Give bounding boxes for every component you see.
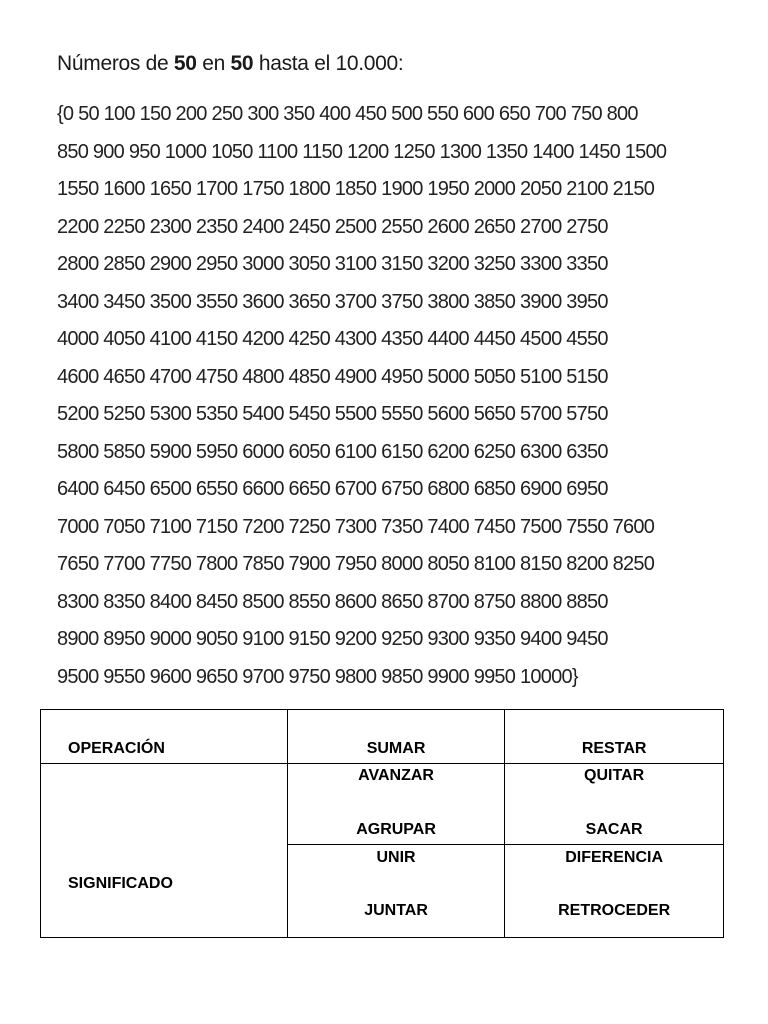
- meaning-quitar: QUITAR: [584, 767, 645, 784]
- heading-from: 50: [173, 52, 197, 75]
- meaning-label: SIGNIFICADO: [68, 875, 173, 892]
- number-line: {0 50 100 150 200 250 300 350 400 450 500 550 600 650 700 750 800: [57, 103, 638, 125]
- sumar-meaning-cell-2: [287, 845, 504, 938]
- meaning-juntar: JUNTAR: [364, 902, 428, 919]
- restar-heading: RESTAR: [581, 740, 647, 757]
- sumar-cell: [287, 710, 504, 764]
- page-heading: [57, 52, 403, 76]
- meaning-sacar: SACAR: [585, 821, 643, 838]
- number-line: 2800 2850 2900 2950 3000 3050 3100 3150 3200 3250 3300 3350: [57, 253, 608, 275]
- number-line: 8300 8350 8400 8450 8500 8550 8600 8650 8700 8750 8800 8850: [57, 590, 608, 613]
- number-line: 4000 4050 4100 4150 4200 4250 4300 4350 4400 4450 4500 4550: [57, 328, 608, 350]
- number-line: 5200 5250 5300 5350 5400 5450 5500 5550 5600 5650 5700 5750: [57, 403, 608, 425]
- heading-prefix: Números de: [57, 52, 174, 75]
- meaning-unir: UNIR: [376, 849, 416, 866]
- operation-label: OPERACIÓN: [68, 740, 165, 757]
- number-line: 3400 3450 3500 3550 3600 3650 3700 3750 3800 3850 3900 3950: [57, 290, 608, 313]
- number-line: 6400 6450 6500 6550 6600 6650 6700 6750 6800 6850 6900 6950: [57, 478, 608, 500]
- number-sequence: [57, 96, 721, 696]
- number-line: 2200 2250 2300 2350 2400 2450 2500 2550 2600 2650 2700 2750: [57, 215, 608, 238]
- restar-cell: [505, 710, 724, 764]
- number-line: 7000 7050 7100 7150 7200 7250 7300 7350 7400 7450 7500 7550 7600: [57, 515, 655, 538]
- restar-meaning-cell: [505, 764, 724, 845]
- meaning-retroceder: RETROCEDER: [558, 902, 671, 919]
- number-line: 7650 7700 7750 7800 7850 7900 7950 8000 8050 8100 8150 8200 8250: [57, 553, 655, 575]
- heading-suffix: hasta el 10.000:: [253, 52, 404, 75]
- table-row: [41, 764, 724, 845]
- sumar-heading: SUMAR: [366, 740, 426, 757]
- restar-meaning-cell-2: [505, 845, 724, 938]
- sumar-meaning-cell: [287, 764, 504, 845]
- meaning-label-cell: [41, 764, 288, 938]
- operation-label-cell: [41, 710, 288, 764]
- heading-step: 50: [230, 52, 254, 75]
- operations-meaning-table: [40, 709, 724, 938]
- number-line: 5800 5850 5900 5950 6000 6050 6100 6150 6200 6250 6300 6350: [57, 440, 608, 463]
- number-line: 1550 1600 1650 1700 1750 1800 1850 1900 1950 2000 2050 2100 2150: [57, 178, 655, 200]
- number-line: 9500 9550 9600 9650 9700 9750 9800 9850 9900 9950 10000}: [57, 665, 578, 688]
- table-row: [41, 710, 724, 764]
- number-line: 8900 8950 9000 9050 9100 9150 9200 9250 9300 9350 9400 9450: [57, 628, 608, 650]
- meaning-diferencia: DIFERENCIA: [565, 849, 664, 866]
- meaning-agrupar: AGRUPAR: [356, 821, 436, 838]
- heading-middle: en: [196, 52, 231, 75]
- number-line: 4600 4650 4700 4750 4800 4850 4900 4950 5000 5050 5100 5150: [57, 365, 608, 388]
- number-line: 850 900 950 1000 1050 1100 1150 1200 1250 1300 1350 1400 1450 1500: [57, 140, 667, 163]
- meaning-avanzar: AVANZAR: [358, 767, 434, 784]
